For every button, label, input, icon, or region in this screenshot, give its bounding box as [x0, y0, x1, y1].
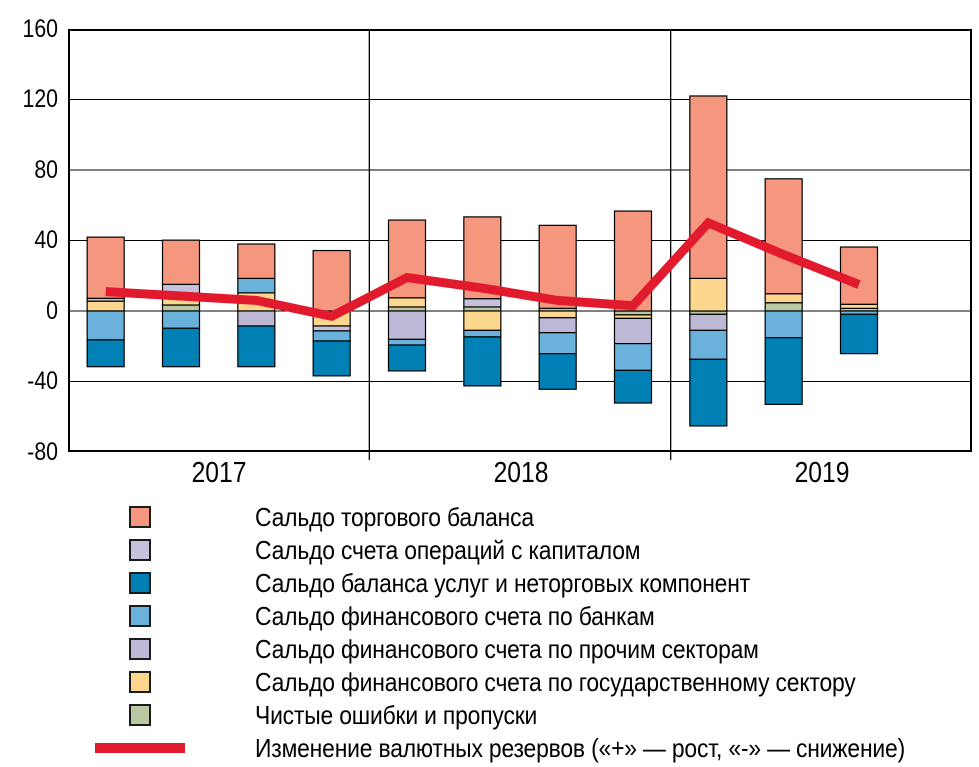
bar-segment-capital: [464, 299, 501, 307]
bar-segment-services: [389, 345, 426, 371]
legend-color-swatch: [129, 506, 151, 528]
bar-segment-trade: [765, 179, 802, 294]
legend-row: [0, 632, 979, 665]
bar-segment-banks: [539, 333, 576, 354]
bar-segment-government: [389, 298, 426, 307]
bar-segment-banks: [238, 278, 275, 292]
bar-segment-other: [615, 318, 652, 343]
bar-segment-government: [464, 311, 501, 330]
bar-segment-services: [464, 337, 501, 386]
legend-item-label: Сальдо финансового счета по банкам: [255, 600, 655, 631]
y-axis-tick-label: -80: [27, 438, 58, 466]
bar-segment-banks: [313, 331, 350, 341]
legend-row: [0, 566, 979, 599]
bar-segment-other: [690, 314, 727, 330]
bar-segment-government: [765, 294, 802, 303]
legend-item-label: Сальдо баланса услуг и неторговых компонент: [255, 567, 750, 598]
legend-row: [0, 665, 979, 698]
bar-segment-other: [539, 318, 576, 333]
legend-row: [0, 731, 979, 764]
legend-item-label: Чистые ошибки и пропуски: [255, 699, 538, 730]
plot-area: [68, 29, 972, 452]
x-axis-year-label: 2019: [794, 457, 850, 489]
y-axis-tick-label: 120: [22, 85, 58, 113]
legend-row: [0, 698, 979, 731]
bar-segment-services: [615, 370, 652, 403]
bar-segment-government: [539, 311, 576, 318]
plot-svg: [68, 29, 972, 452]
bar-segment-trade: [163, 240, 200, 284]
y-axis-tick-label: 80: [34, 156, 58, 184]
bar-segment-trade: [238, 244, 275, 278]
bar-segment-government: [841, 304, 878, 308]
legend-row: [0, 533, 979, 566]
y-axis-tick-label: 40: [34, 226, 58, 254]
bar-segment-banks: [765, 311, 802, 338]
bar-segment-capital: [313, 326, 350, 331]
bar-segment-trade: [690, 96, 727, 278]
bar-segment-errors: [765, 303, 802, 311]
bar-segment-government: [690, 278, 727, 311]
legend-color-swatch: [129, 638, 151, 660]
bar-segment-errors: [464, 307, 501, 311]
legend-line-swatch: [95, 743, 185, 753]
bar-segment-banks: [87, 311, 124, 340]
bar-segment-services: [238, 326, 275, 367]
bar-segment-banks: [163, 311, 200, 328]
y-axis-tick-label: 160: [22, 15, 58, 43]
bar-segment-banks: [690, 330, 727, 359]
legend-color-swatch: [129, 605, 151, 627]
bar-segment-banks: [464, 330, 501, 337]
chart-legend: [0, 500, 979, 764]
legend-color-swatch: [129, 572, 151, 594]
y-axis-tick-label: 0: [46, 297, 58, 325]
legend-item-label: Сальдо счета операций с капиталом: [255, 534, 641, 565]
bar-segment-services: [841, 314, 878, 353]
bar-segment-other: [389, 311, 426, 339]
bar-segment-services: [690, 359, 727, 426]
legend-color-swatch: [129, 539, 151, 561]
bar-segment-services: [163, 328, 200, 366]
legend-row: [0, 500, 979, 533]
bar-segment-other: [238, 311, 275, 326]
x-axis-year-label: 2017: [191, 457, 247, 489]
bar-segment-services: [765, 338, 802, 405]
bar-segment-services: [539, 354, 576, 390]
bar-segment-government: [87, 301, 124, 311]
legend-item-label: Сальдо финансового счета по прочим секторам: [255, 633, 759, 664]
y-axis-tick-label: -40: [27, 367, 58, 395]
bar-segment-services: [313, 341, 350, 376]
legend-item-label: Сальдо торгового баланса: [255, 501, 534, 532]
legend-color-swatch: [129, 671, 151, 693]
legend-item-label: Изменение валютных резервов («+» — рост, «-» — снижение): [255, 732, 906, 763]
bar-segment-errors: [389, 307, 426, 311]
bar-segment-services: [87, 340, 124, 367]
bar-segment-trade: [313, 251, 350, 311]
legend-row: [0, 599, 979, 632]
bar-segment-errors: [163, 305, 200, 311]
legend-color-swatch: [129, 704, 151, 726]
x-axis-year-label: 2018: [493, 457, 549, 489]
bar-segment-banks: [389, 339, 426, 345]
bar-segment-banks: [615, 344, 652, 371]
legend-item-label: Сальдо финансового счета по государственному сектору: [255, 666, 856, 697]
y-axis: [0, 0, 58, 466]
